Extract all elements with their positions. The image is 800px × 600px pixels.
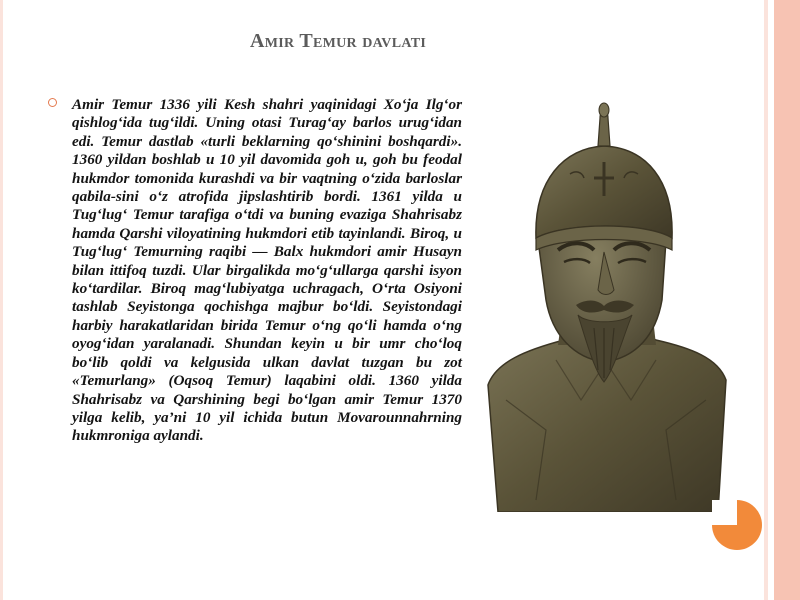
- circle-bullet-icon: [48, 98, 57, 107]
- amir-temur-bust-image: [486, 100, 728, 512]
- slide-title: Amir Temur davlati: [250, 30, 427, 52]
- slide-left-border: [0, 0, 3, 600]
- orange-circle-notch: [712, 500, 737, 525]
- slide-body-text: Amir Temur 1336 yili Kesh shahri yaqinidagi Xo‘ja Ilg‘or qishlog‘ida tug‘ildi. Uning otasi Turag‘ay barlos urug‘idan edi. Temur dastlab «turli beklarning qo‘shinini boshqardi». 1360 yildan boshlab u 10 yil davomida goh u, goh bu feodal hukmdor tomonida kurashdi va bir vaqtning o‘zida barloslar qabila-sini o‘z atrofida jipslashtirib bordi. 1361 yilda u Tug‘lug‘ Temur tarafiga o‘tdi va buning evaziga Shahrisabz hamda Qarshi viloyatining hukmdori etib tayinlandi. Biroq, u Tug‘lug‘ Temurning raqibi — Balx hukmdori amir Husayn bilan ittifoq tuzdi. Ular birgalikda mo‘g‘ullarga qarshi isyon ko‘tardilar. Biroq mag‘lubiyatga uchragach, O‘rta Osiyoni tashlab Seyistonga qochishga majbur bo‘ldi. Seyistondagi harbiy harakatlaridan birida Temur o‘ng qo‘li hamda o‘ng oyog‘idan yaralanadi. Shundan keyin u bir umr cho‘loq bo‘lib qoldi va kelgusida ulkan davlat tuzgan bu zot «Temurlang» (Oqsoq Temur) laqabini oldi. 1360 yilda Shahrisabz va Qarshining begi bo‘lgan amir Temur 1370 yilga kelib, ya’ni 10 yil ichida butun Movarounnahrning hukmroniga aylandi.: [72, 96, 462, 445]
- slide-right-border: [764, 0, 800, 600]
